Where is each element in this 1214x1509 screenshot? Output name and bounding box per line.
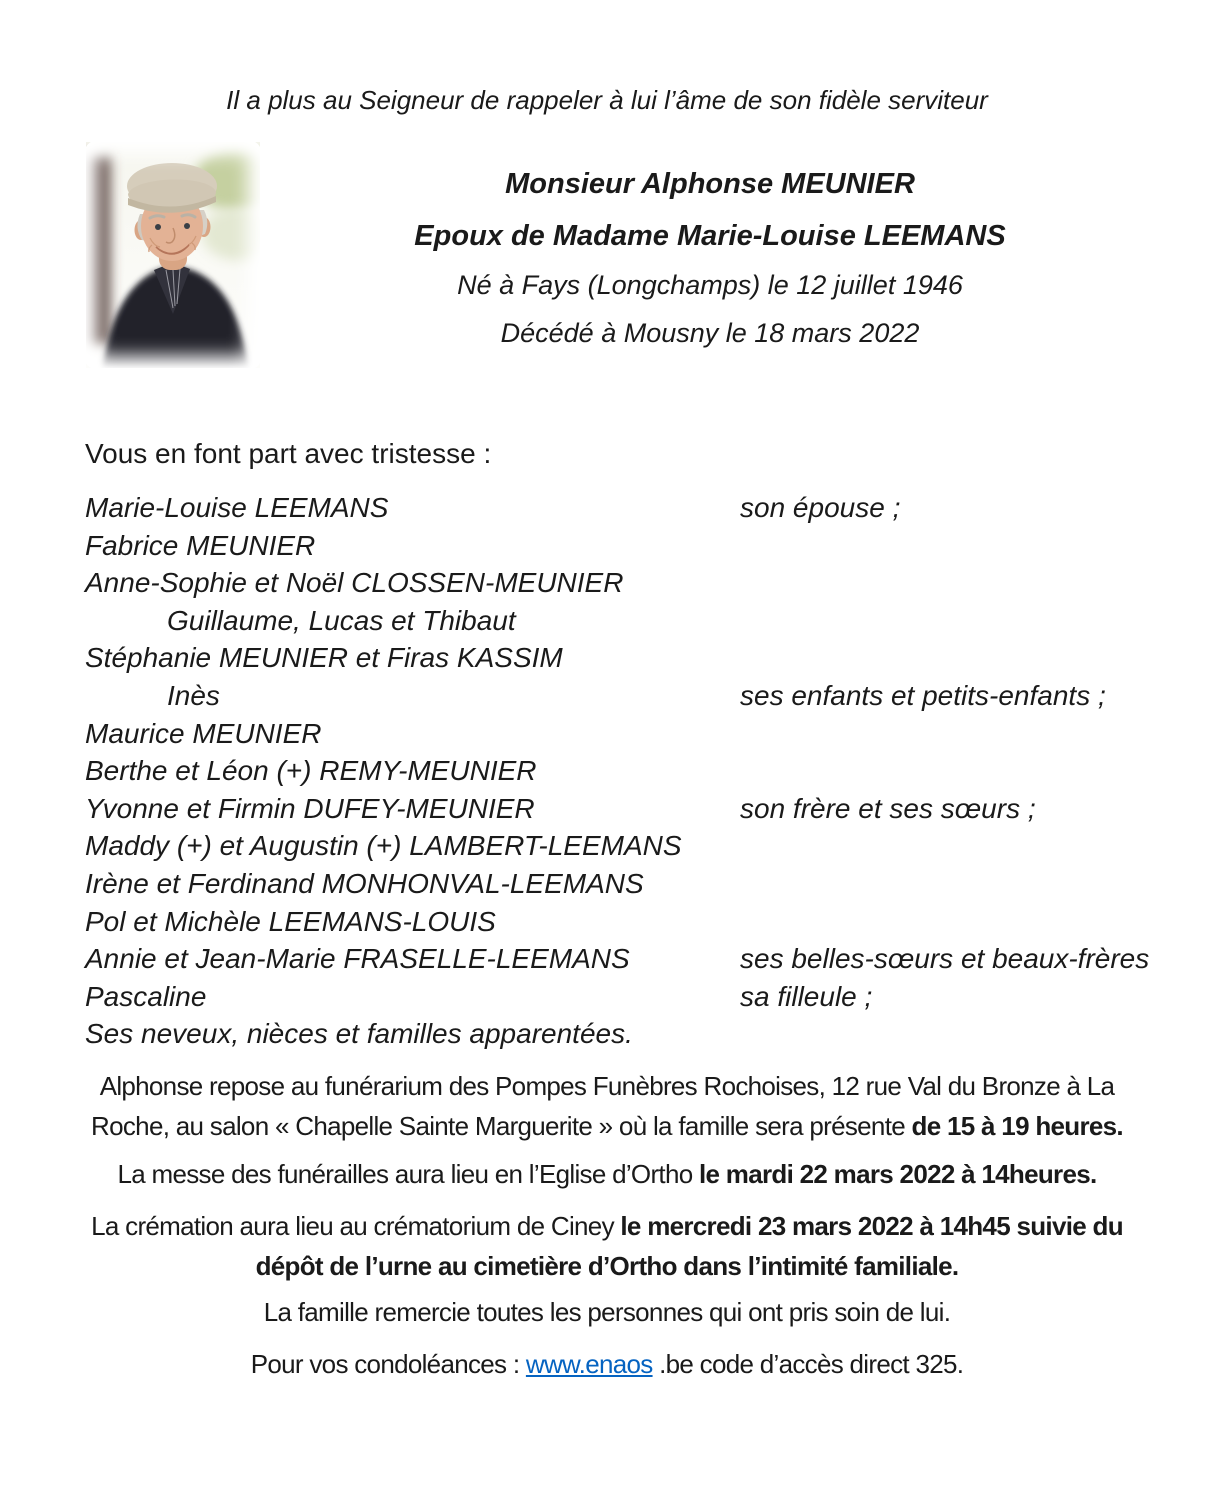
condolences-paragraph	[42, 1344, 1172, 1384]
family-list-row	[85, 492, 1131, 530]
family-member-name: Annie et Jean-Marie FRASELLE-LEEMANS	[85, 943, 630, 975]
cremation-text: La crémation aura lieu au crématorium de Ciney	[91, 1211, 621, 1241]
portrait-illustration-icon	[86, 142, 260, 368]
opening-line: Il a plus au Seigneur de rappeler à lui l’âme de son fidèle serviteur	[226, 85, 988, 115]
family-announcement	[85, 437, 1150, 1056]
family-member-name: Fabrice MEUNIER	[85, 529, 316, 561]
family-list-row	[85, 530, 1131, 568]
relationship-label: ses belles-sœurs et beaux-frères	[740, 943, 1150, 975]
family-member-name: Pol et Michèle LEEMANS-LOUIS	[85, 905, 496, 937]
funeral-home-text: Alphonse repose au funérarium des Pompes Funèbres Rochoises, 12 rue Val du Bronze à La Roche, au salon « Chapelle Sainte Marguerite » où la famille sera présente	[91, 1071, 1115, 1141]
funeral-home-paragraph	[62, 1066, 1152, 1146]
family-member-name: Stéphanie MEUNIER et Firas KASSIM	[85, 642, 563, 674]
family-list-row	[85, 868, 1131, 906]
announcement-heading: Vous en font part avec tristesse :	[85, 438, 492, 469]
right-eye	[184, 223, 190, 229]
deceased-death-line: Décédé à Mousny le 18 mars 2022	[500, 318, 920, 348]
family-list-row	[85, 680, 1131, 718]
condolences-suffix: .be code d’accès direct 325.	[652, 1349, 964, 1379]
left-eye	[155, 224, 161, 230]
funeral-details	[42, 1066, 1172, 1384]
family-list-row	[85, 906, 1131, 944]
family-member-name: Yvonne et Firmin DUFEY-MEUNIER	[85, 792, 535, 824]
relationship-label: son épouse ;	[740, 492, 901, 523]
condolences-prefix: Pour vos condoléances :	[250, 1349, 526, 1379]
cremation-datetime: le mercredi 23 mars 2022 à 14h45 suivie du dépôt de l’urne au cimetière d’Ortho dans l’intimité familiale.	[255, 1211, 1123, 1281]
relationship-label: son frère et ses sœurs ;	[740, 792, 1036, 824]
cremation-paragraph	[57, 1206, 1157, 1286]
thanks-paragraph: La famille remercie toutes les personnes qui ont pris soin de lui.	[263, 1297, 951, 1327]
family-member-name: Ses neveux, nièces et familles apparentées.	[85, 1018, 633, 1050]
family-list-row	[85, 830, 1131, 868]
family-list-row	[85, 1018, 1131, 1056]
deceased-birth-line: Né à Fays (Longchamps) le 12 juillet 1946	[457, 270, 963, 300]
family-member-name: Pascaline	[85, 980, 207, 1012]
family-member-name: Maurice MEUNIER	[85, 717, 322, 749]
family-member-name: Maddy (+) et Augustin (+) LAMBERT-LEEMANS	[85, 830, 682, 862]
visiting-hours: de 15 à 19 heures.	[911, 1111, 1123, 1141]
family-member-name: Inès	[167, 679, 220, 711]
relationship-label: sa filleule ;	[740, 980, 873, 1012]
family-list-row	[85, 793, 1131, 831]
family-member-name: Marie-Louise LEEMANS	[85, 492, 389, 523]
enaos-link[interactable]: www.enaos	[525, 1349, 653, 1379]
family-member-name: Berthe et Léon (+) REMY-MEUNIER	[85, 755, 537, 787]
mass-paragraph	[42, 1154, 1172, 1194]
family-list-row	[85, 605, 1131, 643]
family-list-row	[85, 755, 1131, 793]
family-list	[85, 492, 1150, 1056]
family-list-row	[85, 642, 1131, 680]
family-list-row	[85, 981, 1131, 1019]
family-list-row	[85, 567, 1131, 605]
portrait-photo	[86, 142, 260, 368]
deceased-name: Monsieur Alphonse MEUNIER	[505, 168, 915, 200]
deceased-spouse-line: Epoux de Madame Marie-Louise LEEMANS	[414, 220, 1006, 252]
family-member-name: Irène et Ferdinand MONHONVAL-LEEMANS	[85, 867, 644, 899]
pillar-blur	[86, 154, 110, 344]
mass-datetime: le mardi 22 mars 2022 à 14heures.	[699, 1159, 1097, 1189]
relationship-label: ses enfants et petits-enfants ;	[740, 679, 1106, 711]
mass-text: La messe des funérailles aura lieu en l’Eglise d’Ortho	[117, 1159, 699, 1189]
family-list-row	[85, 718, 1131, 756]
family-member-name: Guillaume, Lucas et Thibaut	[167, 604, 516, 636]
family-member-name: Anne-Sophie et Noël CLOSSEN-MEUNIER	[85, 567, 624, 599]
family-list-row	[85, 943, 1150, 981]
